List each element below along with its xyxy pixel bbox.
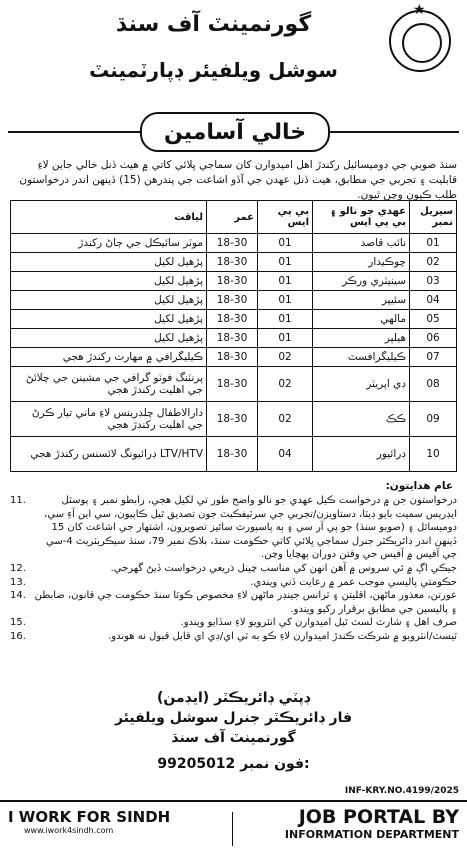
list-item: [10, 589, 457, 616]
age-cell: 18-30: [207, 329, 258, 348]
table-row: [11, 329, 457, 348]
list-item: [10, 494, 457, 562]
note-number: 15.: [10, 617, 26, 629]
col-age: عمر: [207, 201, 258, 234]
serial-cell: 07: [410, 348, 457, 367]
bps-cell: 02: [258, 367, 313, 402]
list-item: [10, 562, 457, 576]
serial-cell: 09: [410, 402, 457, 437]
qualification-cell: پڙهيل لکيل: [11, 291, 207, 310]
age-cell: 18-30: [207, 234, 258, 253]
col-bps: بي پي ايس: [258, 201, 313, 234]
post-cell: مالهي: [313, 310, 410, 329]
footer-brand: [8, 808, 170, 835]
header: [8, 2, 459, 108]
bps-cell: 04: [258, 437, 313, 472]
bps-cell: 01: [258, 253, 313, 272]
note-text: عورتن، معذور ماڻهن، اقليتن ۽ ٽرانس جينڊر ماڻهن لاءِ مخصوص ڪوٽا سنڌ حڪومت جي قانون، ضابطن ۽ پاليسين جي مطابق برقرار رکيو ويندو.: [34, 590, 457, 615]
serial-cell: 03: [410, 272, 457, 291]
table-row: [11, 402, 457, 437]
list-item: [10, 630, 457, 644]
signatory-government: گورنمينٽ آف سنڌ: [171, 730, 296, 746]
note-number: 13.: [10, 576, 26, 588]
age-cell: 18-30: [207, 291, 258, 310]
bps-cell: 01: [258, 234, 313, 253]
post-cell: هيلپر: [313, 329, 410, 348]
serial-cell: 05: [410, 310, 457, 329]
serial-cell: 08: [410, 367, 457, 402]
note-text: حڪومتي پاليسي موجب عمر ۾ رعايت ڏني ويندي.: [250, 576, 457, 588]
reference-number: INF-KRY.NO.4199/2025: [344, 786, 459, 796]
iwork-logo: I WORK FOR SINDH: [8, 808, 171, 826]
age-cell: 18-30: [207, 437, 258, 472]
footer-divider: [232, 812, 233, 846]
phone-label: فون نمبر:: [240, 756, 310, 772]
age-cell: 18-30: [207, 348, 258, 367]
qualification-cell: پڙهيل لکيل: [11, 253, 207, 272]
note-text: ٽيسٽ/انٽرويو ۾ شرڪت ڪندڙ اميدوارن لاءِ ڪو به ٽي اي/ڊي اي قابل قبول نه هوندو.: [108, 630, 457, 642]
government-title: گورنمينٽ آف سنڌ: [115, 12, 312, 37]
table-row: [11, 291, 457, 310]
note-number: 12.: [10, 562, 26, 574]
qualification-cell: موٽر سائيڪل جي ڄاڻ رکندڙ: [11, 234, 207, 253]
qualification-cell: پڙهيل لکيل: [11, 272, 207, 291]
serial-cell: 06: [410, 329, 457, 348]
list-item: [10, 576, 457, 590]
bps-cell: 02: [258, 402, 313, 437]
notes-title: عام هدايتون:: [385, 480, 453, 492]
vacancy-table: [10, 200, 457, 472]
table-row: [11, 437, 457, 472]
serial-cell: 01: [410, 234, 457, 253]
serial-cell: 02: [410, 253, 457, 272]
department-title: سوشل ويلفيئر ڊپارٽمينٽ: [89, 58, 338, 82]
bps-cell: 01: [258, 291, 313, 310]
bps-cell: 01: [258, 329, 313, 348]
age-cell: 18-30: [207, 367, 258, 402]
bps-cell: 02: [258, 348, 313, 367]
age-cell: 18-30: [207, 402, 258, 437]
note-text: صرف اهل ۽ شارٽ لسٽ ٿيل اميدوارن کي انٽرويو لاءِ سڏايو ويندو.: [180, 617, 457, 629]
list-item: [10, 616, 457, 630]
note-number: 16.: [10, 630, 26, 642]
government-emblem-icon: ★: [389, 10, 451, 72]
general-instructions: [10, 494, 457, 644]
table-row: [11, 367, 457, 402]
post-cell: ڊرائيور: [313, 437, 410, 472]
post-cell: چوڪيدار: [313, 253, 410, 272]
portal-title: JOB PORTAL BY: [298, 806, 459, 828]
footer: [0, 800, 467, 858]
age-cell: 18-30: [207, 253, 258, 272]
qualification-cell: پڙهيل لکيل: [11, 310, 207, 329]
bps-cell: 01: [258, 310, 313, 329]
note-text: درخواستون جن ۾ درخواست ڪيل عهدي جو نالو واضح طور تي لکيل هجي، رابطو نمبر ۽ پوسٽل ايڊريس سميت بايو ڊيٽا، دستاويزن/تجربي جي سرٽيفڪيٽ جون تصديق ٿيل ڪاپيون، سي اين آءِ سي، ڊوميسائل ۽ (صوبو سنڌ) جو پي آر سي ۽ ٻه پاسپورٽ سائيز تصويرون، اشتهار جي اشاعت کان 15 ڏينهن اندر ڊائريڪٽر جنرل سماجي ڀلائي کاتي حڪومت سنڌ، بلاڪ نمبر 79، سنڌ سيڪريٽريٽ 4-سي جي آفيس ۾ آفيس جي وقتن دوران پهچايا وڃن.: [44, 495, 457, 561]
phone-line: [70, 756, 397, 772]
table-row: [11, 348, 457, 367]
signature-block: [70, 688, 397, 748]
serial-cell: 04: [410, 291, 457, 310]
table-header-row: [11, 201, 457, 234]
post-cell: نائب قاصد: [313, 234, 410, 253]
table-row: [11, 272, 457, 291]
post-cell: ڪيليگرافسٽ: [313, 348, 410, 367]
bps-cell: 01: [258, 272, 313, 291]
table-row: [11, 310, 457, 329]
post-cell: سينيٽري ورڪر: [313, 272, 410, 291]
qualification-cell: LTV/HTV ڊرائيونگ لائسنس رکندڙ هجي: [11, 437, 207, 472]
qualification-cell: پرنٽنگ فوٽو گرافي جي مشينن جي چلائڻ جي اهليت رکندڙ هجي: [11, 367, 207, 402]
age-cell: 18-30: [207, 272, 258, 291]
qualification-cell: دارالاطفال چلڊرينس لاءِ ماني تيار ڪرڻ جي اهليت رکندڙ هجي: [11, 402, 207, 437]
note-text: جيڪي اڳ ۾ ئي سروس ۾ آهن انهن کي مناسب چينل ذريعي درخواست ڏيڻ گهرجي.: [110, 562, 457, 574]
post-cell: ڪڪ: [313, 402, 410, 437]
intro-paragraph: سنڌ صوبي جي ڊوميسائيل رکندڙ اهل اميدوارن کان سماجي ڀلائي کاتي ۾ هيٺ ڏنل خالي جاين لاءِ قابليت ۽ تجربي جي مطابق، هيٺ ڏنل عهدن جي آڏو اشاعت جي پندرهن (15) ڏينهن اندر درخواستون طلب ڪيون وڃن ٿيون.: [19, 159, 457, 201]
serial-cell: 10: [410, 437, 457, 472]
table-row: [11, 234, 457, 253]
post-cell: ڊي اپريٽر: [313, 367, 410, 402]
col-serial: سيريل نمبر: [410, 201, 457, 234]
portal-department: INFORMATION DEPARTMENT: [284, 828, 459, 841]
qualification-cell: پڙهيل لکيل: [11, 329, 207, 348]
footer-website[interactable]: www.iwork4sindh.com: [24, 826, 114, 835]
age-cell: 18-30: [207, 310, 258, 329]
col-post: عهدي جو نالو ۽ بي پي ايس: [313, 201, 410, 234]
footer-portal: [285, 806, 459, 842]
signatory-title: ڊپٽي ڊائريڪٽر (ايڊمن): [156, 690, 311, 706]
note-number: 14.: [10, 590, 26, 602]
table-row: [11, 253, 457, 272]
phone-number: 99205012: [157, 756, 236, 772]
signatory-office: فار ڊائريڪٽر جنرل سوشل ويلفيئر: [114, 710, 353, 726]
post-cell: سئيپر: [313, 291, 410, 310]
vacancies-banner: خالي آسامين: [140, 112, 330, 152]
note-number: 11.: [10, 495, 26, 506]
col-qualification: لياقت: [11, 201, 207, 234]
qualification-cell: ڪيليگرافي ۾ مهارت رکندڙ هجي: [11, 348, 207, 367]
